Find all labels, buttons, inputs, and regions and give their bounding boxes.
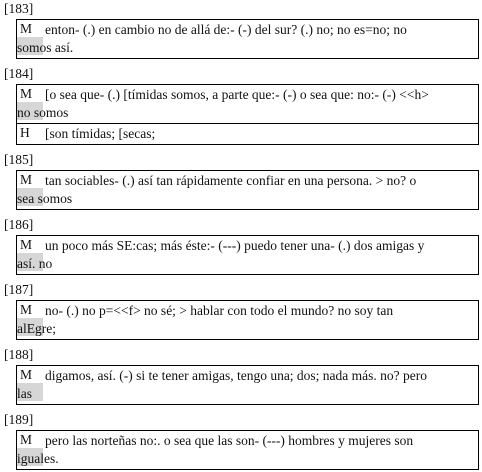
utterance-line: sea somos <box>17 191 73 206</box>
transcript-entry <box>0 65 482 145</box>
transcript-entry <box>0 281 482 340</box>
entry-number: [185] <box>4 152 34 167</box>
turn-table <box>16 19 479 59</box>
utterance-line: así. no <box>17 256 53 271</box>
utterance-cell <box>17 431 478 469</box>
turn-row <box>17 366 478 404</box>
utterance-line: [son tímidas; [secas; <box>45 126 156 141</box>
utterance-line: un poco más SE:cas; más éste:- (---) puedo tener una- (.) dos amigas y <box>45 238 425 253</box>
turn-row <box>17 431 478 469</box>
speaker-label: M <box>20 86 33 101</box>
utterance-line: alEgre; <box>17 321 56 336</box>
turn-table <box>16 365 479 405</box>
utterance-line: no somos <box>17 105 69 120</box>
utterance-line: tan sociables- (.) así tan rápidamente confiar en una persona. > no? o <box>45 173 417 188</box>
utterance-line: somos así. <box>17 40 74 55</box>
utterance-line: enton- (.) en cambio no de allá de:- (-) del sur? (.) no; no es=no; no <box>45 22 407 37</box>
speaker-label: M <box>20 21 33 36</box>
utterance-cell <box>17 366 478 404</box>
turn-row <box>17 85 478 123</box>
transcript-entry <box>0 0 482 59</box>
speaker-label: M <box>20 302 33 317</box>
entry-number: [189] <box>4 412 34 427</box>
turn-row <box>17 171 478 209</box>
speaker-cell <box>17 124 45 144</box>
transcript-entry <box>0 151 482 210</box>
utterance-line: pero las norteñas no:. o sea que las son- (---) hombres y mujeres son <box>45 433 414 448</box>
turn-table <box>16 430 479 470</box>
speaker-label: M <box>20 432 33 447</box>
turn-row <box>17 301 478 339</box>
entry-number: [188] <box>4 347 34 362</box>
turn-table <box>16 84 479 145</box>
turn-row <box>17 20 478 58</box>
turn-table <box>16 300 479 340</box>
utterance-cell <box>17 85 478 123</box>
utterance-cell <box>45 124 478 144</box>
turn-table <box>16 235 479 275</box>
transcript-entry <box>0 216 482 275</box>
utterance-cell <box>17 236 478 274</box>
utterance-line: [o sea que- (.) [tímidas somos, a parte que:- (-) o sea que: no:- (-) <<h> <box>45 87 429 102</box>
turn-table <box>16 170 479 210</box>
turn-row <box>17 123 478 144</box>
utterance-cell <box>17 20 478 58</box>
entry-number: [187] <box>4 282 34 297</box>
entry-number: [183] <box>4 1 34 16</box>
utterance-line: no- (.) no p=<<f> no sé; > hablar con todo el mundo? no soy tan <box>45 303 394 318</box>
speaker-label: M <box>20 237 33 252</box>
transcript-entry <box>0 346 482 405</box>
utterance-line: iguales. <box>17 451 59 466</box>
entry-number: [184] <box>4 66 34 81</box>
speaker-label: M <box>20 172 33 187</box>
utterance-cell <box>17 171 478 209</box>
entry-number: [186] <box>4 217 34 232</box>
utterance-line: las <box>17 386 32 401</box>
speaker-label: M <box>20 367 33 382</box>
utterance-cell <box>17 301 478 339</box>
turn-row <box>17 236 478 274</box>
transcript-entry <box>0 411 482 470</box>
utterance-line: digamos, así. (-) si te tener amigas, tengo una; dos; nada más. no? pero <box>45 368 428 383</box>
speaker-label: H <box>20 125 30 140</box>
